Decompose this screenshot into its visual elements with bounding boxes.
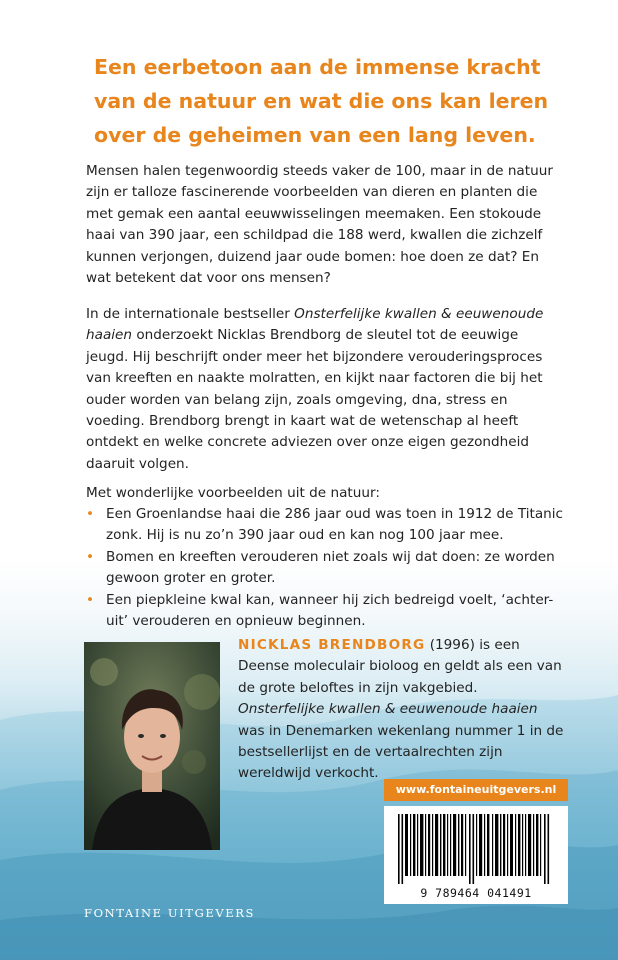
list-item-text: Een piepkleine kwal kan, wanneer hij zich bedreigd voelt, ‘achter-uit’ verouderen en opnieuw beginnen. xyxy=(106,591,554,630)
paragraph-intro: In de internationale bestseller xyxy=(86,306,295,322)
paragraph-rest: onderzoekt Nicklas Brendborg de sleutel tot de eeuwige jeugd. Hij beschrijft onder meer het bijzondere verouderingsproces van kreeften en naakte molratten, en kijkt naar factoren die bij het ouder worden van belang zijn, zoals omgeving, dna, stress en voeding. Brendborg brengt in kaart wat de wetenschap al heeft ontdekt en welke concrete adviezen over onze eigen gezondheid daaruit volgen. xyxy=(86,327,543,472)
bullet-icon: • xyxy=(86,506,95,522)
list-item xyxy=(86,504,564,547)
book-title: Onsterfelijke kwallen & eeuwenoude haaien xyxy=(86,306,544,344)
author-portrait-icon xyxy=(84,642,220,850)
author-photo xyxy=(84,642,220,850)
bio-book-title: Onsterfelijke kwallen & eeuwenoude haaien xyxy=(238,701,538,718)
list-intro: Met wonderlijke voorbeelden uit de natuur: xyxy=(86,485,380,501)
list-item xyxy=(86,547,564,590)
author-bio xyxy=(238,635,568,785)
intro-paragraph: Mensen halen tegenwoordig steeds vaker de 100, maar in de natuur zijn er talloze fascinerende voorbeelden van dieren en planten die met gemak een aantal eeuwwisselingen meemaken. Een stokoude haai van 390 jaar, een schildpad die 188 werd, kwallen die zichzelf kunnen verjongen, duizend jaar oude bomen: hoe doen ze dat? En wat betekent dat voor ons mensen? xyxy=(86,163,553,287)
author-name: NICKLAS BRENDBORG xyxy=(238,637,426,653)
bullet-icon: • xyxy=(86,548,95,565)
isbn-number: 9 789464 041491 xyxy=(420,886,532,900)
list-item-text: Een Groenlandse haai die 286 jaar oud was toen in 1912 de Titanic zonk. Hij is nu zo’n 390 jaar oud en kan nog 100 jaar mee. xyxy=(106,506,564,544)
barcode-bars-icon xyxy=(384,806,568,886)
list-item xyxy=(86,590,564,633)
examples-list xyxy=(86,504,564,632)
list-item-text: Bomen en kreeften verouderen niet zoals wij dat doen: ze worden gewoon groter en groter. xyxy=(106,548,555,587)
bullet-icon: • xyxy=(86,591,95,608)
publisher-name: FONTAINE UITGEVERS xyxy=(84,906,255,920)
publisher-website[interactable]: www.fontaineuitgevers.nl xyxy=(384,779,568,801)
bestseller-paragraph xyxy=(86,304,564,475)
barcode xyxy=(384,806,568,904)
bio-text-rest: was in Denemarken wekenlang nummer 1 in de bestsellerlijst en de vertaalrechten zijn wereldwijd verkocht. xyxy=(238,722,564,782)
tagline: Een eerbetoon aan de immense kracht van de natuur en wat die ons kan leren over de geheimen van een lang leven. xyxy=(94,55,549,147)
bio-text: (1996) is een Deense moleculair bioloog en geldt als een van de grote beloftes in zijn vakgebied. xyxy=(238,637,562,696)
